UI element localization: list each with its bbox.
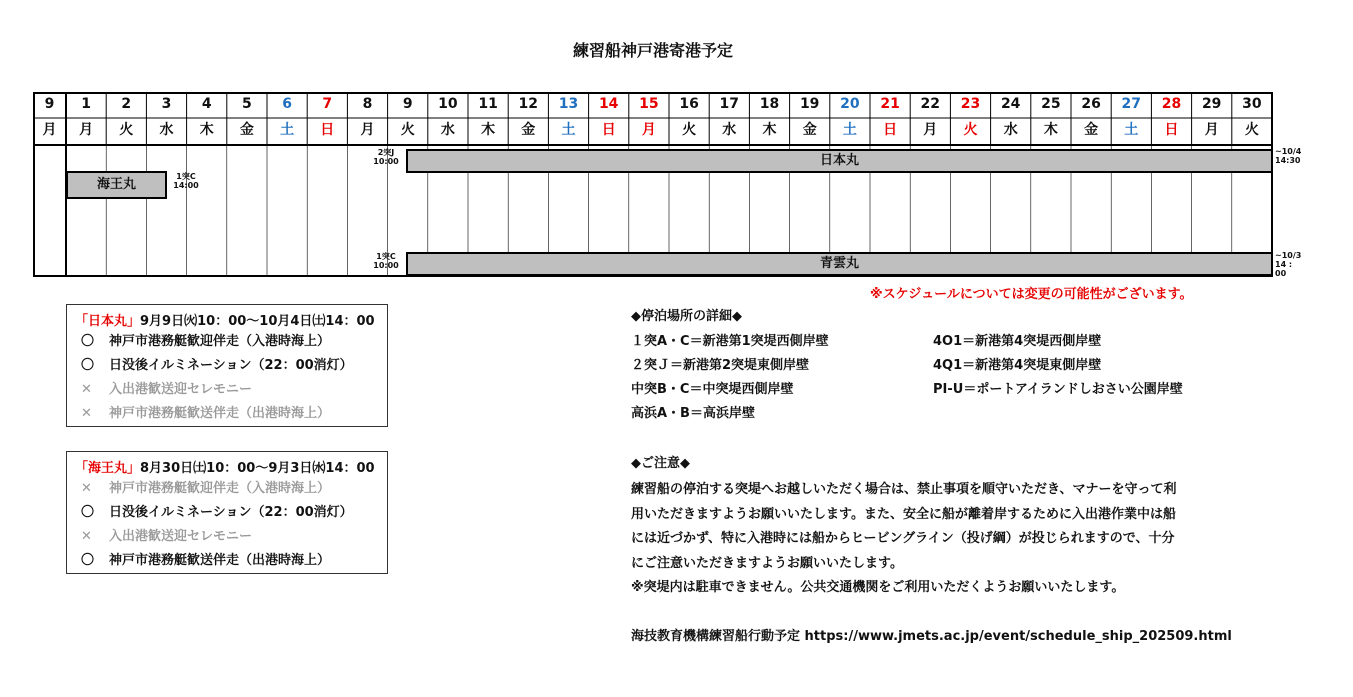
day-weekday: 土 xyxy=(1124,122,1139,138)
day-weekday: 日 xyxy=(1164,122,1179,138)
day-number: 24 xyxy=(1000,96,1021,112)
ship-name: 「日本丸」 xyxy=(75,314,141,329)
caution-heading: ◆ご注意◆ xyxy=(631,456,690,471)
day-weekday: 水 xyxy=(159,122,174,138)
event-row: 〇 神戸市港務艇歓送伴走（出港時海上） xyxy=(81,553,331,568)
page-title: 練習船神戸港寄港予定 xyxy=(572,41,733,60)
day-number: 14 xyxy=(598,96,619,112)
kaiomaru-departure: 1突C 14:00 xyxy=(173,172,199,190)
day-weekday: 日 xyxy=(883,122,898,138)
day-number: 22 xyxy=(920,96,941,112)
day-weekday: 金 xyxy=(239,122,254,138)
berth-item: 中突B・C＝中突堤西側岸壁 xyxy=(631,382,794,397)
day-weekday: 金 xyxy=(521,122,536,138)
nihonmaru-arrival: 2突J 10:00 xyxy=(373,148,399,166)
event-row: 〇 日没後イルミネーション（22：00消灯） xyxy=(81,505,353,520)
day-weekday: 月 xyxy=(1204,122,1219,138)
event-row: 〇 神戸市港務艇歓迎伴走（入港時海上） xyxy=(81,334,331,349)
day-weekday: 火 xyxy=(963,122,978,138)
day-number: 16 xyxy=(679,96,699,112)
berth-heading: ◆停泊場所の詳細◆ xyxy=(631,309,742,324)
day-weekday: 月 xyxy=(360,122,375,138)
day-weekday: 火 xyxy=(1244,122,1259,138)
day-number: 11 xyxy=(478,96,498,112)
day-weekday: 水 xyxy=(1003,122,1018,138)
berth-item: PI-U＝ポートアイランドしおさい公園岸壁 xyxy=(933,382,1183,397)
nihonmaru-bar xyxy=(406,149,1273,173)
day-number: 1 xyxy=(81,96,91,112)
day-number: 23 xyxy=(960,96,981,112)
seiunmaru-arrival: 1突C 10:00 xyxy=(373,252,399,270)
nihonmaru-name: 日本丸 xyxy=(819,153,859,168)
event-row: ✕ 神戸市港務艇歓迎伴走（入港時海上） xyxy=(81,481,331,496)
day-number: 3 xyxy=(161,96,172,112)
event-row: ✕ 入出港歓送迎セレモニー xyxy=(81,529,253,544)
period: 9月9日㈫10：00～10月4日㈯14：00 xyxy=(140,314,375,329)
month-label: 月 xyxy=(42,122,57,138)
day-number: 15 xyxy=(639,96,659,112)
day-weekday: 月 xyxy=(641,122,656,138)
day-weekday: 木 xyxy=(762,122,777,138)
berth-item: 高浜A・B＝高浜岸壁 xyxy=(631,406,755,421)
day-number: 30 xyxy=(1242,96,1262,112)
day-weekday: 水 xyxy=(440,122,455,138)
day-number: 19 xyxy=(799,96,820,112)
day-weekday: 火 xyxy=(400,122,415,138)
day-number: 7 xyxy=(322,96,333,112)
day-number: 12 xyxy=(518,96,539,112)
ship-name: 「海王丸」 xyxy=(75,461,141,476)
day-weekday: 火 xyxy=(119,122,134,138)
box-header xyxy=(67,305,387,330)
nihonmaru-departure: ~10/4 14:30 xyxy=(1275,147,1302,165)
day-weekday: 木 xyxy=(481,122,496,138)
berth-list-left xyxy=(631,330,829,426)
schedule-calendar xyxy=(33,92,1302,278)
berth-item: 4Q1＝新港第4突堤東側岸壁 xyxy=(933,358,1102,373)
berth-item: ２突Ｊ＝新港第2突堤東側岸壁 xyxy=(631,358,810,373)
event-row: ✕ 神戸市港務艇歓送伴走（出港時海上） xyxy=(81,406,331,421)
day-weekday: 土 xyxy=(280,122,295,138)
day-weekday: 月 xyxy=(79,122,94,138)
day-number: 4 xyxy=(201,96,212,112)
day-weekday: 土 xyxy=(842,122,857,138)
day-number: 21 xyxy=(880,96,900,112)
month-number: 9 xyxy=(44,96,55,112)
day-number: 6 xyxy=(282,96,292,112)
day-number: 8 xyxy=(362,96,373,112)
berth-list-right xyxy=(933,330,1183,402)
day-number: 29 xyxy=(1201,96,1222,112)
day-weekday: 金 xyxy=(802,122,817,138)
period: 8月30日㈯10：00～9月3日㈬14：00 xyxy=(140,461,375,476)
schedule-url[interactable]: 海技教育機構練習船行動予定 https://www.jmets.ac.jp/event/schedule_ship_202509.html xyxy=(631,629,1232,644)
day-weekday: 水 xyxy=(722,122,737,138)
day-weekday: 日 xyxy=(320,122,335,138)
day-weekday: 日 xyxy=(601,122,616,138)
day-number: 5 xyxy=(242,96,252,112)
day-weekday: 月 xyxy=(923,122,938,138)
caution-text: 練習船の停泊する突堤へお越しいただく場合は、禁止事項を順守いただき、マナーを守って利 用いただきますようお願いいたします。また、安全に船が離着岸するために入出港作業中は船 には近づかず、特に入港時には船からヒービングライン（投げ綱）が投じられますので、十分 にご注意いただきますようお願いいたします。 ※突堤内は駐車できません。公共交通機関をご利用いただくようお願いいたします。 xyxy=(631,482,1177,595)
berth-item: １突A・C＝新港第1突堤西側岸壁 xyxy=(631,334,829,349)
day-weekday: 金 xyxy=(1084,122,1099,138)
day-number: 10 xyxy=(438,96,458,112)
change-note: ※スケジュールについては変更の可能性がございます。 xyxy=(870,287,1193,302)
day-number: 20 xyxy=(840,96,860,112)
day-number: 2 xyxy=(121,96,132,112)
event-row: 〇 日没後イルミネーション（22：00消灯） xyxy=(81,358,353,373)
kaiomaru-events-box xyxy=(66,451,388,574)
seiunmaru-departure: ~10/3 14 : 00 xyxy=(1275,251,1302,278)
seiunmaru-name: 青雲丸 xyxy=(819,256,859,271)
event-row: ✕ 入出港歓送迎セレモニー xyxy=(81,382,253,397)
day-weekday: 木 xyxy=(1043,122,1058,138)
day-number: 13 xyxy=(558,96,579,112)
seiunmaru-bar xyxy=(406,252,1273,276)
day-weekday: 土 xyxy=(561,122,576,138)
day-number: 28 xyxy=(1161,96,1182,112)
day-number: 25 xyxy=(1041,96,1061,112)
day-number: 17 xyxy=(719,96,740,112)
day-weekday: 木 xyxy=(199,122,214,138)
day-number: 9 xyxy=(402,96,413,112)
nihonmaru-events-box xyxy=(66,304,388,427)
day-number: 18 xyxy=(759,96,780,112)
kaiomaru-bar xyxy=(66,171,167,199)
day-number: 26 xyxy=(1081,96,1101,112)
day-weekday: 火 xyxy=(682,122,697,138)
day-number: 27 xyxy=(1121,96,1142,112)
box-header xyxy=(67,452,387,477)
berth-item: 4O1＝新港第4突堤西側岸壁 xyxy=(933,334,1102,349)
kaiomaru-name: 海王丸 xyxy=(96,177,136,192)
